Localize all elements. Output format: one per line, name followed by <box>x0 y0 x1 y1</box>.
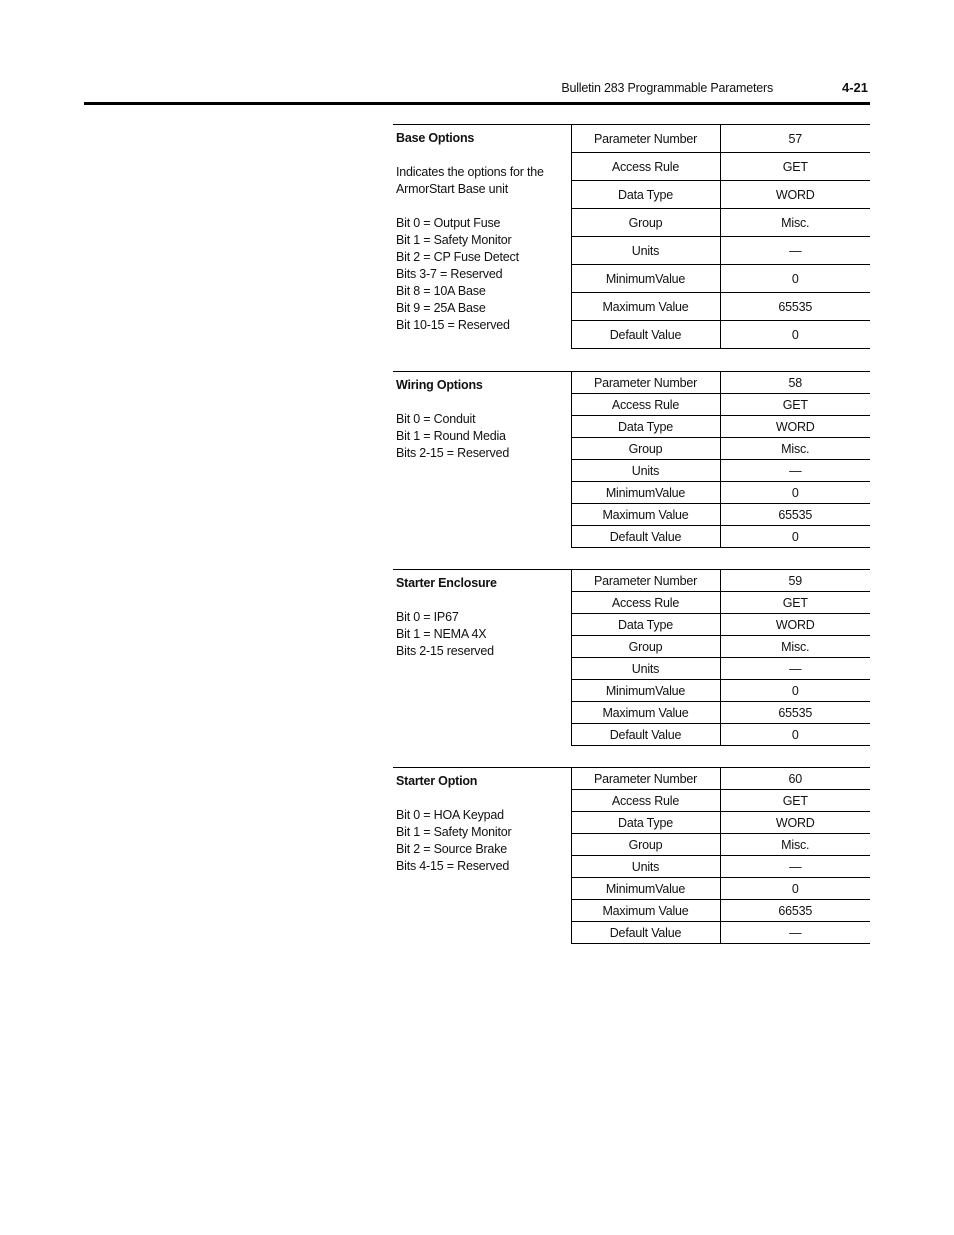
row-value: 58 <box>720 372 870 394</box>
row-value: 0 <box>720 680 870 702</box>
parameter-description <box>393 570 571 746</box>
bit-item: Bit 0 = IP67 <box>396 610 459 624</box>
row-value: GET <box>720 592 870 614</box>
row-label: Units <box>571 658 720 680</box>
row-label: Group <box>571 438 720 460</box>
row-label: Parameter Number <box>571 768 720 790</box>
row-value: — <box>720 237 870 265</box>
bit-item: Bit 1 = Round Media <box>396 429 506 443</box>
parameter-description <box>393 372 571 548</box>
bit-item: Bits 2-15 reserved <box>396 644 494 658</box>
bit-item: Bit 1 = Safety Monitor <box>396 233 512 247</box>
row-value: — <box>720 460 870 482</box>
bit-item: Bit 8 = 10A Base <box>396 284 486 298</box>
row-label: Data Type <box>571 416 720 438</box>
bit-list <box>396 411 569 462</box>
bit-item: Bit 10-15 = Reserved <box>396 318 510 332</box>
parameter-summary: Indicates the options for the ArmorStart Base unit <box>396 165 544 196</box>
parameter-title: Wiring Options <box>396 378 483 392</box>
bit-item: Bit 2 = Source Brake <box>396 842 507 856</box>
row-label: Group <box>571 834 720 856</box>
row-value: 0 <box>720 724 870 746</box>
row-label: Access Rule <box>571 394 720 416</box>
row-value: — <box>720 922 870 944</box>
row-value: 0 <box>720 526 870 548</box>
row-value: — <box>720 856 870 878</box>
row-value: 65535 <box>720 702 870 724</box>
row-value: Misc. <box>720 834 870 856</box>
parameter-title: Starter Option <box>396 774 478 788</box>
row-value: Misc. <box>720 636 870 658</box>
row-value: 0 <box>720 321 870 349</box>
row-label: Parameter Number <box>571 125 720 153</box>
row-label: Default Value <box>571 526 720 548</box>
row-label: Units <box>571 237 720 265</box>
parameter-title: Starter Enclosure <box>396 576 497 590</box>
bit-item: Bit 1 = Safety Monitor <box>396 825 512 839</box>
row-value: WORD <box>720 181 870 209</box>
header-rule <box>84 102 870 105</box>
row-label: Data Type <box>571 614 720 636</box>
row-label: Access Rule <box>571 153 720 181</box>
row-label: MinimumValue <box>571 680 720 702</box>
row-value: Misc. <box>720 209 870 237</box>
parameter-table-base-options <box>393 124 870 349</box>
bit-item: Bits 2-15 = Reserved <box>396 446 510 460</box>
row-label: MinimumValue <box>571 878 720 900</box>
bit-list <box>396 807 569 875</box>
row-label: Access Rule <box>571 790 720 812</box>
row-value: 65535 <box>720 293 870 321</box>
row-value: GET <box>720 394 870 416</box>
row-label: Default Value <box>571 321 720 349</box>
parameter-title: Base Options <box>396 131 475 145</box>
row-label: Maximum Value <box>571 504 720 526</box>
bit-list <box>396 609 569 660</box>
row-value: — <box>720 658 870 680</box>
row-value: 57 <box>720 125 870 153</box>
table-row <box>393 570 870 592</box>
row-label: Group <box>571 209 720 237</box>
row-value: WORD <box>720 812 870 834</box>
row-label: Default Value <box>571 922 720 944</box>
row-value: GET <box>720 790 870 812</box>
row-label: MinimumValue <box>571 265 720 293</box>
row-value: 65535 <box>720 504 870 526</box>
row-label: Default Value <box>571 724 720 746</box>
page-number: 4-21 <box>841 80 868 95</box>
bit-list <box>396 215 569 334</box>
row-value: 66535 <box>720 900 870 922</box>
bit-item: Bit 9 = 25A Base <box>396 301 486 315</box>
bit-item: Bit 2 = CP Fuse Detect <box>396 250 519 264</box>
row-label: Group <box>571 636 720 658</box>
row-value: 60 <box>720 768 870 790</box>
table-row <box>393 372 870 394</box>
bit-item: Bit 0 = HOA Keypad <box>396 808 504 822</box>
row-value: GET <box>720 153 870 181</box>
row-label: Maximum Value <box>571 900 720 922</box>
bit-item: Bit 0 = Conduit <box>396 412 476 426</box>
row-label: Parameter Number <box>571 372 720 394</box>
row-label: Units <box>571 856 720 878</box>
row-label: Parameter Number <box>571 570 720 592</box>
parameter-description <box>393 125 571 349</box>
row-value: WORD <box>720 614 870 636</box>
row-value: 0 <box>720 265 870 293</box>
row-label: MinimumValue <box>571 482 720 504</box>
bit-item: Bits 3-7 = Reserved <box>396 267 503 281</box>
bit-item: Bits 4-15 = Reserved <box>396 859 510 873</box>
row-value: 59 <box>720 570 870 592</box>
row-label: Maximum Value <box>571 293 720 321</box>
bit-item: Bit 0 = Output Fuse <box>396 216 501 230</box>
row-label: Access Rule <box>571 592 720 614</box>
row-label: Data Type <box>571 812 720 834</box>
bit-item: Bit 1 = NEMA 4X <box>396 627 487 641</box>
parameter-table-wiring-options <box>393 371 870 548</box>
row-value: Misc. <box>720 438 870 460</box>
running-header: Bulletin 283 Programmable Parameters <box>561 81 773 95</box>
parameter-table-starter-option <box>393 767 870 944</box>
row-value: 0 <box>720 482 870 504</box>
table-row <box>393 125 870 153</box>
row-value: WORD <box>720 416 870 438</box>
parameter-description <box>393 768 571 944</box>
table-row <box>393 768 870 790</box>
row-label: Units <box>571 460 720 482</box>
row-label: Maximum Value <box>571 702 720 724</box>
row-value: 0 <box>720 878 870 900</box>
row-label: Data Type <box>571 181 720 209</box>
parameter-table-starter-enclosure <box>393 569 870 746</box>
